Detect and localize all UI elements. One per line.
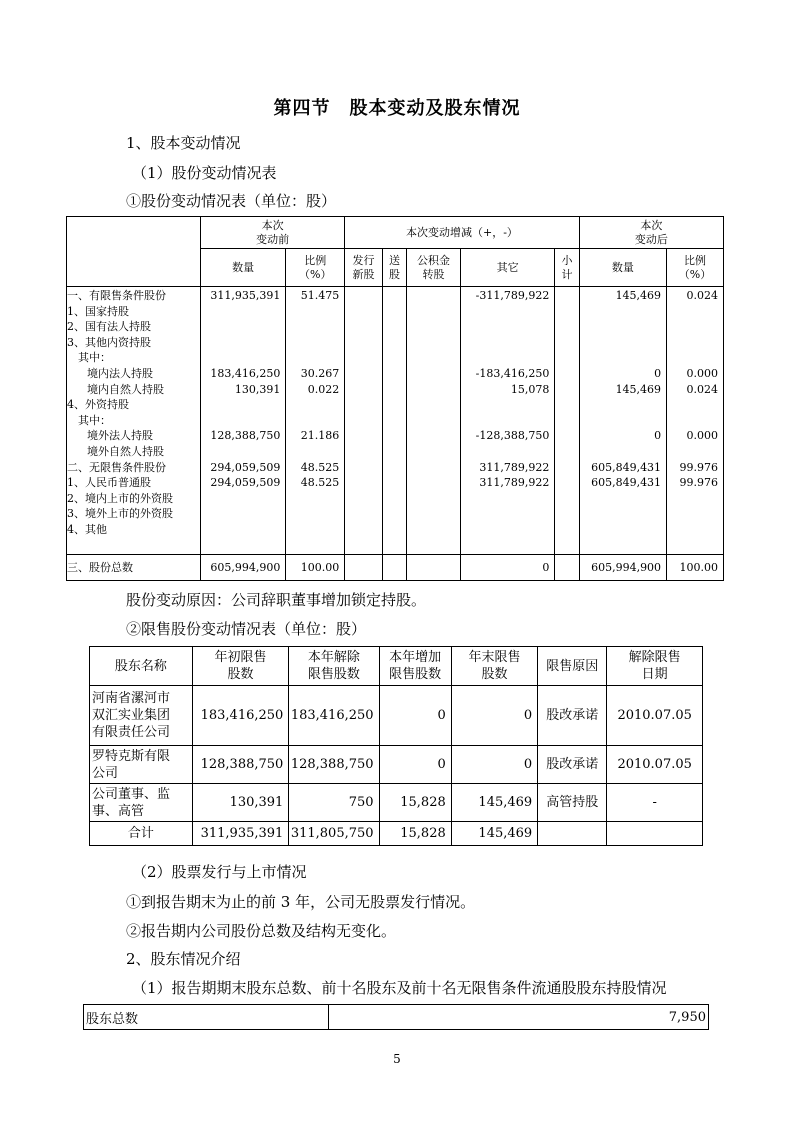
total-qty-after: 605,994,900 (579, 555, 666, 581)
total-start-restricted: 311,935,391 (192, 822, 289, 846)
release-date: - (607, 784, 703, 822)
total-released: 311,805,750 (289, 822, 379, 846)
header-blank (67, 217, 201, 287)
total-reserve (407, 555, 461, 581)
added: 15,828 (379, 784, 451, 822)
header-ratio-after: 比例 （%） (667, 249, 724, 287)
total-subtotal (555, 555, 579, 581)
header-shareholder: 股东名称 (90, 647, 193, 686)
paragraph-issuance: ①到报告期末为止的前 3 年，公司无股票发行情况。 (126, 893, 476, 911)
total-issue (345, 555, 383, 581)
table-row (90, 746, 703, 784)
total-label: 合计 (90, 822, 193, 846)
header-end-restricted: 年末限售 股数 (451, 647, 537, 686)
row-labels: 一、有限售条件股份 1、国家持股 2、国有法人持股 3、其他内资持股 其中： 境内法人持股 境内自然人持股 4、外资持股 其中： 境外法人持股 境外自然人持股 二、无限售条件股份 1、人民币普通股 2、境内上市的外资股 3、境外上市的外资股 4、其他 (67, 287, 201, 555)
page-number: 5 (393, 1052, 401, 1066)
total-row (90, 822, 703, 846)
restriction-reason: 股改承诺 (538, 746, 607, 784)
total-added: 15,828 (379, 822, 451, 846)
restriction-reason: 高管持股 (538, 784, 607, 822)
column-bonus (382, 287, 406, 555)
shareholder-count-table (83, 1004, 709, 1030)
header-reason: 限售原因 (538, 647, 607, 686)
total-end-restricted: 145,469 (451, 822, 537, 846)
header-reserve: 公积金 转股 (407, 249, 461, 287)
column-subtotal (555, 287, 579, 555)
table-row (90, 686, 703, 746)
header-start-restricted: 年初限售 股数 (192, 647, 289, 686)
shareholder-name: 罗特克斯有限 公司 (90, 746, 193, 784)
subsection-heading-3: （1）报告期期末股东总数、前十名股东及前十名无限售条件流通股股东持股情况 (132, 979, 667, 997)
end-restricted: 0 (451, 686, 537, 746)
release-date: 2010.07.05 (607, 746, 703, 784)
header-qty-before: 数量 (201, 249, 286, 287)
share-change-table (66, 216, 724, 581)
restriction-reason: 股改承诺 (538, 686, 607, 746)
header-release-date: 解除限售 日期 (607, 647, 703, 686)
released: 750 (289, 784, 379, 822)
section-heading-2: 2、股东情况介绍 (126, 950, 241, 968)
total-qty-before: 605,994,900 (201, 555, 286, 581)
header-released: 本年解除 限售股数 (289, 647, 379, 686)
shareholder-count-value: 7,950 (328, 1005, 708, 1030)
subsection-heading-2: （2）股票发行与上市情况 (132, 863, 307, 881)
total-date-blank (607, 822, 703, 846)
column-qty-after: 145,469 0 145,469 0 605,849,431 605,849,431 (579, 287, 666, 555)
total-ratio-after: 100.00 (667, 555, 724, 581)
total-reason-blank (538, 822, 607, 846)
table-row (90, 784, 703, 822)
start-restricted: 128,388,750 (192, 746, 289, 784)
section-heading: 1、股本变动情况 (126, 134, 241, 152)
total-bonus (382, 555, 406, 581)
released: 128,388,750 (289, 746, 379, 784)
shareholder-name: 公司董事、监 事、高管 (90, 784, 193, 822)
released: 183,416,250 (289, 686, 379, 746)
shareholder-count-label: 股东总数 (84, 1005, 329, 1030)
header-added: 本年增加 限售股数 (379, 647, 451, 686)
header-before: 本次 变动前 (201, 217, 345, 249)
column-other: -311,789,922 -183,416,250 15,078 -128,388,750 311,789,922 311,789,922 (460, 287, 554, 555)
end-restricted: 145,469 (451, 784, 537, 822)
table-caption-2: ②限售股份变动情况表（单位：股） (126, 620, 367, 638)
start-restricted: 130,391 (192, 784, 289, 822)
header-after: 本次 变动后 (579, 217, 723, 249)
paragraph-structure: ②报告期内公司股份总数及结构无变化。 (126, 922, 397, 940)
header-bonus: 送 股 (382, 249, 406, 287)
total-other: 0 (460, 555, 554, 581)
header-subtotal: 小 计 (555, 249, 579, 287)
shareholder-name: 河南省漯河市 双汇实业集团 有限责任公司 (90, 686, 193, 746)
header-change: 本次变动增减（+，-） (345, 217, 580, 249)
column-qty-before: 311,935,391 183,416,250 130,391 128,388,750 294,059,509 294,059,509 (201, 287, 286, 555)
start-restricted: 183,416,250 (192, 686, 289, 746)
table-caption: ①股份变动情况表（单位：股） (126, 192, 337, 210)
header-issue: 发行 新股 (345, 249, 383, 287)
page-title: 第四节 股本变动及股东情况 (273, 98, 521, 119)
header-qty-after: 数量 (579, 249, 666, 287)
added: 0 (379, 686, 451, 746)
total-label: 三、股份总数 (67, 555, 201, 581)
column-ratio-before: 51.475 30.267 0.022 21.186 48.525 48.525 (286, 287, 345, 555)
total-ratio-before: 100.00 (286, 555, 345, 581)
restricted-share-table (89, 646, 703, 846)
change-reason: 股份变动原因：公司辞职董事增加锁定持股。 (126, 591, 427, 609)
column-ratio-after: 0.024 0.000 0.024 0.000 99.976 99.976 (667, 287, 724, 555)
end-restricted: 0 (451, 746, 537, 784)
header-other: 其它 (460, 249, 554, 287)
column-reserve (407, 287, 461, 555)
subsection-heading: （1）股份变动情况表 (132, 164, 277, 182)
header-ratio-before: 比例 （%） (286, 249, 345, 287)
release-date: 2010.07.05 (607, 686, 703, 746)
added: 0 (379, 746, 451, 784)
column-issue (345, 287, 383, 555)
